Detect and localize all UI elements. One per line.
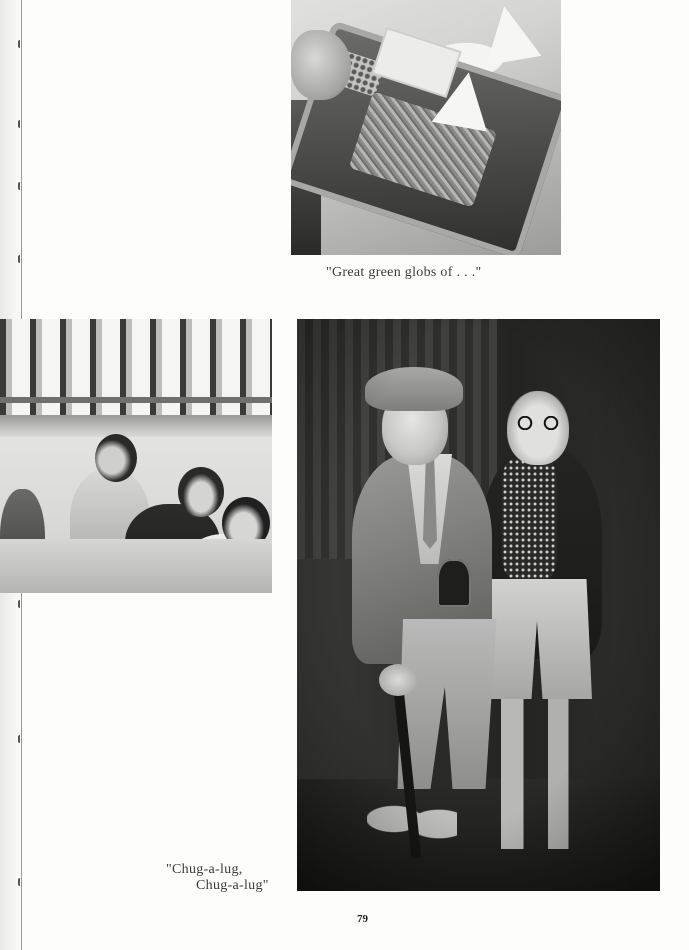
- couple-caption-line-1: "Chug-a-lug,: [166, 862, 243, 877]
- napkin: [432, 68, 497, 132]
- binding-tick: [18, 40, 24, 48]
- food-tray-photo: [291, 0, 561, 255]
- table: [0, 539, 272, 593]
- window-rail: [0, 415, 272, 437]
- student-head: [95, 434, 137, 482]
- binding-tick: [18, 878, 24, 886]
- windows: [0, 319, 272, 419]
- binding-tick: [18, 120, 24, 128]
- food-tray-caption: "Great green globs of . . .": [326, 265, 482, 280]
- couple-photo: [297, 319, 660, 891]
- straw-hat: [365, 367, 463, 411]
- binding-tick: [18, 735, 24, 743]
- binding-tick: [18, 255, 24, 263]
- floor: [297, 779, 660, 891]
- page-number: 79: [357, 913, 368, 925]
- hand-with-fork: [291, 30, 351, 100]
- hand-on-cane: [379, 664, 417, 696]
- binding-tick: [18, 600, 24, 608]
- glasses: [514, 416, 562, 430]
- student-head: [178, 467, 224, 517]
- couple-caption-line-2: Chug-a-lug": [196, 878, 269, 893]
- cafeteria-table-photo: [0, 319, 272, 593]
- window-sill: [0, 397, 272, 403]
- hanging-sign: [437, 559, 471, 607]
- binding-tick: [18, 182, 24, 190]
- woman-legs: [492, 699, 582, 849]
- polka-dot-blouse: [502, 459, 557, 579]
- napkin: [477, 2, 542, 66]
